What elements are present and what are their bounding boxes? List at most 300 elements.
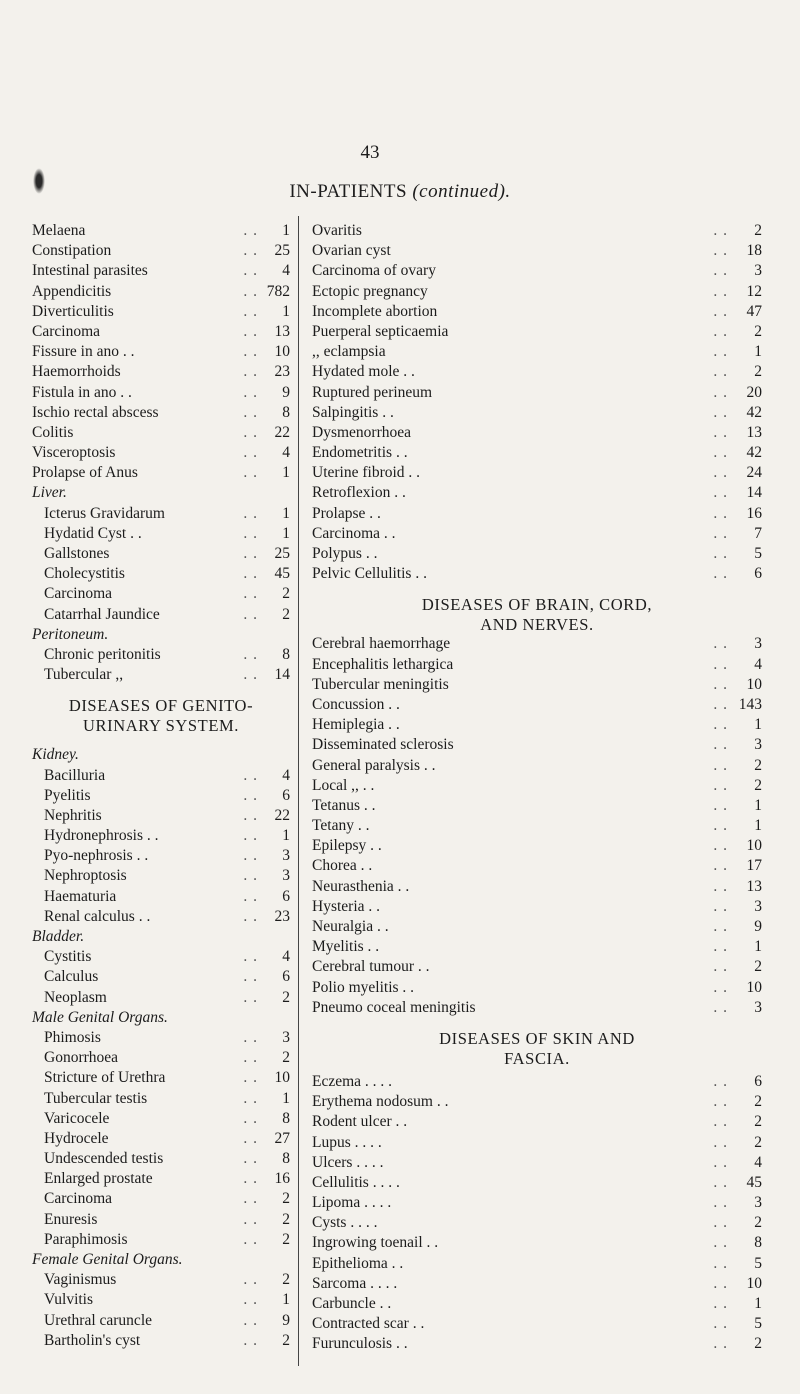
leader-dots: . . bbox=[243, 403, 258, 421]
table-row bbox=[312, 1234, 762, 1254]
case-count: 10 bbox=[274, 1069, 290, 1087]
table-row bbox=[32, 1211, 290, 1231]
kidney-list bbox=[32, 767, 290, 929]
leader-dots: . . bbox=[243, 907, 258, 925]
case-count: 1 bbox=[754, 343, 762, 361]
condition-name: Enlarged prostate bbox=[44, 1170, 153, 1188]
table-row bbox=[312, 1154, 762, 1174]
case-count: 42 bbox=[746, 444, 762, 462]
case-count: 2 bbox=[282, 1190, 290, 1208]
condition-name: Urethral caruncle bbox=[44, 1311, 153, 1329]
table-row bbox=[32, 1332, 290, 1352]
table-row bbox=[312, 918, 762, 938]
table-row bbox=[32, 384, 290, 404]
condition-name: Pyelitis bbox=[44, 786, 91, 804]
case-count: 4 bbox=[282, 444, 290, 462]
case-count: 8 bbox=[282, 1109, 290, 1127]
leader-dots: . . bbox=[713, 918, 728, 935]
condition-name: Nephritis bbox=[44, 806, 102, 824]
condition-name: Pyo-nephrosis . . bbox=[44, 847, 149, 865]
condition-name: Erythema nodosum . . bbox=[312, 1093, 449, 1111]
group-label-kidney: Kidney. bbox=[32, 746, 79, 764]
table-row bbox=[312, 283, 762, 303]
condition-name: Phimosis bbox=[44, 1028, 101, 1046]
table-row bbox=[32, 1090, 290, 1110]
condition-name: Ovarian cyst bbox=[312, 242, 391, 260]
case-count: 14 bbox=[746, 484, 762, 502]
case-count: 782 bbox=[266, 282, 290, 300]
leader-dots: . . bbox=[713, 675, 728, 693]
case-count: 1 bbox=[282, 302, 290, 320]
table-row bbox=[32, 666, 290, 686]
leader-dots: . . bbox=[243, 464, 258, 482]
table-row bbox=[312, 384, 762, 404]
table-row bbox=[32, 646, 290, 666]
section-title-brain-line1: DISEASES OF BRAIN, CORD, bbox=[421, 595, 653, 615]
case-count: 3 bbox=[754, 998, 762, 1016]
case-count: 13 bbox=[274, 322, 290, 340]
case-count: 23 bbox=[274, 363, 290, 381]
leader-dots: . . bbox=[713, 524, 728, 542]
condition-name: Haematuria bbox=[44, 887, 117, 905]
case-count: 2 bbox=[754, 322, 762, 340]
leader-dots: . . bbox=[713, 504, 728, 522]
leader-dots: . . bbox=[713, 322, 728, 340]
table-row bbox=[312, 635, 762, 655]
leader-dots: . . bbox=[713, 998, 728, 1016]
case-count: 10 bbox=[746, 675, 762, 693]
table-row bbox=[32, 1029, 290, 1049]
case-count: 8 bbox=[282, 1150, 290, 1168]
condition-name: Diverticulitis bbox=[32, 302, 114, 320]
header-continued: (continued). bbox=[412, 181, 511, 202]
case-count: 6 bbox=[282, 968, 290, 986]
table-row bbox=[32, 262, 290, 282]
case-count: 1 bbox=[754, 1295, 762, 1312]
leader-dots: . . bbox=[713, 978, 728, 996]
leader-dots: . . bbox=[243, 242, 258, 260]
leader-dots: . . bbox=[713, 363, 728, 381]
leader-dots: . . bbox=[243, 786, 258, 804]
case-count: 3 bbox=[282, 1028, 290, 1046]
condition-name: Endometritis . . bbox=[312, 444, 408, 462]
case-count: 1 bbox=[282, 504, 290, 522]
case-count: 22 bbox=[274, 806, 290, 824]
leader-dots: . . bbox=[713, 776, 728, 794]
table-row bbox=[32, 787, 290, 807]
condition-name: Eczema . . . . bbox=[312, 1072, 393, 1090]
condition-name: Pelvic Cellulitis . . bbox=[312, 565, 427, 583]
table-row bbox=[32, 283, 290, 303]
table-row bbox=[32, 404, 290, 424]
leader-dots: . . bbox=[713, 1234, 728, 1252]
condition-name: Ruptured perineum bbox=[312, 383, 433, 401]
condition-name: Uterine fibroid . . bbox=[312, 464, 421, 482]
leader-dots: . . bbox=[243, 383, 258, 401]
condition-name: General paralysis . . bbox=[312, 756, 436, 774]
leader-dots: . . bbox=[243, 1028, 258, 1046]
condition-name: Nephroptosis bbox=[44, 867, 127, 885]
case-count: 5 bbox=[754, 1315, 762, 1333]
condition-name: Renal calculus . . bbox=[44, 907, 151, 925]
condition-name: Hydrocele bbox=[44, 1129, 109, 1147]
condition-name: Neoplasm bbox=[44, 988, 107, 1006]
table-row bbox=[32, 1049, 290, 1069]
condition-name: Gallstones bbox=[44, 545, 110, 562]
leader-dots: . . bbox=[713, 242, 728, 260]
leader-dots: . . bbox=[243, 1150, 258, 1168]
case-count: 18 bbox=[746, 242, 762, 260]
leader-dots: . . bbox=[713, 1072, 728, 1090]
leader-dots: . . bbox=[713, 282, 728, 300]
case-count: 2 bbox=[282, 1210, 290, 1228]
table-row bbox=[32, 1231, 290, 1251]
condition-name: Cholecystitis bbox=[44, 565, 125, 583]
condition-name: Furunculosis . . bbox=[312, 1335, 408, 1353]
leader-dots: . . bbox=[713, 958, 728, 976]
leader-dots: . . bbox=[243, 504, 258, 522]
case-count: 3 bbox=[282, 867, 290, 885]
condition-name: Carcinoma bbox=[44, 585, 113, 603]
table-row bbox=[32, 363, 290, 383]
leader-dots: . . bbox=[243, 1069, 258, 1087]
condition-name: Lupus . . . . bbox=[312, 1133, 382, 1151]
digestive-list bbox=[32, 222, 290, 484]
table-row bbox=[312, 1113, 762, 1133]
table-row bbox=[312, 1335, 762, 1355]
table-row bbox=[32, 807, 290, 827]
condition-name: Hydatid Cyst . . bbox=[44, 524, 142, 542]
leader-dots: . . bbox=[243, 1170, 258, 1188]
table-row bbox=[312, 1194, 762, 1214]
leader-dots: . . bbox=[713, 695, 728, 713]
case-count: 1 bbox=[754, 938, 762, 956]
case-count: 2 bbox=[754, 1214, 762, 1232]
condition-name: Hemiplegia . . bbox=[312, 716, 400, 734]
condition-name: Chronic peritonitis bbox=[44, 645, 161, 663]
case-count: 16 bbox=[274, 1170, 290, 1188]
female-genital-continued-list bbox=[312, 222, 762, 585]
case-count: 2 bbox=[282, 1271, 290, 1289]
table-row bbox=[312, 464, 762, 484]
case-count: 5 bbox=[754, 1254, 762, 1272]
table-row bbox=[312, 545, 762, 565]
condition-name: Hydronephrosis . . bbox=[44, 827, 159, 845]
male-genital-list bbox=[32, 1029, 290, 1251]
case-count: 2 bbox=[754, 1133, 762, 1151]
table-row bbox=[312, 1093, 762, 1113]
leader-dots: . . bbox=[243, 867, 258, 885]
leader-dots: . . bbox=[713, 302, 728, 320]
header-title: IN-PATIENTS bbox=[289, 181, 408, 202]
table-row bbox=[312, 484, 762, 504]
leader-dots: . . bbox=[243, 1129, 258, 1147]
condition-name: Vulvitis bbox=[44, 1291, 94, 1309]
table-row bbox=[32, 1150, 290, 1170]
leader-dots: . . bbox=[243, 887, 258, 905]
case-count: 24 bbox=[746, 464, 762, 482]
condition-name: Tetanus . . bbox=[312, 796, 376, 814]
case-count: 2 bbox=[754, 958, 762, 976]
right-column bbox=[312, 222, 762, 1356]
leader-dots: . . bbox=[713, 1274, 728, 1292]
case-count: 13 bbox=[746, 877, 762, 895]
leader-dots: . . bbox=[713, 222, 728, 239]
condition-name: Local ,, . . bbox=[312, 776, 375, 794]
leader-dots: . . bbox=[713, 565, 728, 583]
leader-dots: . . bbox=[243, 645, 258, 663]
table-row bbox=[312, 525, 762, 545]
table-row bbox=[32, 343, 290, 363]
table-row bbox=[312, 262, 762, 282]
table-row bbox=[312, 505, 762, 525]
table-row bbox=[32, 525, 290, 545]
condition-name: Carbuncle . . bbox=[312, 1295, 392, 1312]
condition-name: Cystitis bbox=[44, 948, 92, 966]
condition-name: Neurasthenia . . bbox=[312, 877, 410, 895]
table-row bbox=[312, 716, 762, 736]
leader-dots: . . bbox=[713, 655, 728, 673]
table-row bbox=[32, 827, 290, 847]
leader-dots: . . bbox=[243, 282, 258, 300]
condition-name: Epilepsy . . bbox=[312, 837, 382, 855]
group-label-bladder: Bladder. bbox=[32, 928, 85, 945]
condition-name: Varicocele bbox=[44, 1109, 110, 1127]
table-row bbox=[32, 1069, 290, 1089]
leader-dots: . . bbox=[243, 423, 258, 441]
leader-dots: . . bbox=[713, 897, 728, 915]
leader-dots: . . bbox=[713, 383, 728, 401]
page-number: 43 bbox=[360, 142, 380, 163]
case-count: 27 bbox=[274, 1129, 290, 1147]
condition-name: Icterus Gravidarum bbox=[44, 504, 165, 522]
leader-dots: . . bbox=[713, 736, 728, 754]
table-row bbox=[312, 817, 762, 837]
table-row bbox=[312, 444, 762, 464]
condition-name: Hydated mole . . bbox=[312, 363, 415, 381]
condition-name: Ulcers . . . . bbox=[312, 1153, 384, 1171]
condition-name: Tubercular meningitis bbox=[312, 675, 449, 693]
case-count: 4 bbox=[282, 262, 290, 280]
table-row bbox=[312, 757, 762, 777]
leader-dots: . . bbox=[713, 877, 728, 895]
column-divider bbox=[298, 216, 299, 1366]
group-label-peritoneum: Peritoneum. bbox=[32, 625, 109, 643]
case-count: 4 bbox=[754, 1153, 762, 1171]
brain-list bbox=[312, 635, 762, 1019]
condition-name: Pneumo coceal meningitis bbox=[312, 998, 476, 1016]
case-count: 1 bbox=[282, 827, 290, 845]
table-row bbox=[312, 676, 762, 696]
table-row bbox=[312, 857, 762, 877]
leader-dots: . . bbox=[243, 1190, 258, 1208]
case-count: 2 bbox=[754, 363, 762, 381]
leader-dots: . . bbox=[713, 343, 728, 361]
leader-dots: . . bbox=[713, 1315, 728, 1333]
skin-list bbox=[312, 1073, 762, 1356]
condition-name: Tubercular testis bbox=[44, 1089, 148, 1107]
table-row bbox=[32, 888, 290, 908]
condition-name: Sarcoma . . . . bbox=[312, 1274, 398, 1292]
leader-dots: . . bbox=[713, 1335, 728, 1353]
case-count: 9 bbox=[754, 918, 762, 935]
condition-name: Ingrowing toenail . . bbox=[312, 1234, 439, 1252]
condition-name: Appendicitis bbox=[32, 282, 112, 300]
leader-dots: . . bbox=[713, 423, 728, 441]
case-count: 10 bbox=[274, 343, 290, 361]
table-row bbox=[312, 656, 762, 676]
case-count: 2 bbox=[754, 776, 762, 794]
condition-name: Encephalitis lethargica bbox=[312, 655, 454, 673]
condition-name: Carcinoma bbox=[44, 1190, 113, 1208]
case-count: 1 bbox=[282, 464, 290, 482]
condition-name: Ectopic pregnancy bbox=[312, 282, 428, 300]
table-row bbox=[312, 777, 762, 797]
condition-name: Undescended testis bbox=[44, 1150, 164, 1168]
case-count: 2 bbox=[282, 585, 290, 603]
condition-name: Myelitis . . bbox=[312, 938, 380, 956]
table-row bbox=[312, 343, 762, 363]
condition-name: Cerebral haemorrhage bbox=[312, 635, 451, 653]
leader-dots: . . bbox=[243, 1109, 258, 1127]
leader-dots: . . bbox=[243, 322, 258, 340]
leader-dots: . . bbox=[243, 262, 258, 280]
leader-dots: . . bbox=[713, 837, 728, 855]
bladder-list bbox=[32, 948, 290, 1009]
section-title-genito-line1: DISEASES OF GENITO- bbox=[68, 696, 254, 716]
case-count: 1 bbox=[282, 222, 290, 239]
condition-name: Visceroptosis bbox=[32, 444, 116, 462]
case-count: 2 bbox=[282, 1230, 290, 1248]
case-count: 10 bbox=[746, 1274, 762, 1292]
leader-dots: . . bbox=[243, 1311, 258, 1329]
condition-name: Fissure in ano . . bbox=[32, 343, 135, 361]
condition-name: Colitis bbox=[32, 423, 74, 441]
table-row bbox=[32, 303, 290, 323]
table-row bbox=[32, 847, 290, 867]
table-row bbox=[32, 323, 290, 343]
leader-dots: . . bbox=[713, 1133, 728, 1151]
liver-list bbox=[32, 505, 290, 626]
condition-name: Contracted scar . . bbox=[312, 1315, 425, 1333]
table-row bbox=[32, 1291, 290, 1311]
condition-name: Gonorrhoea bbox=[44, 1049, 119, 1067]
case-count: 3 bbox=[282, 847, 290, 865]
condition-name: Calculus bbox=[44, 968, 99, 986]
table-row bbox=[32, 606, 290, 626]
leader-dots: . . bbox=[243, 222, 258, 239]
leader-dots: . . bbox=[243, 545, 258, 562]
leader-dots: . . bbox=[243, 363, 258, 381]
leader-dots: . . bbox=[243, 666, 258, 684]
case-count: 9 bbox=[282, 1311, 290, 1329]
case-count: 5 bbox=[754, 545, 762, 562]
condition-name: Tubercular ,, bbox=[44, 666, 124, 684]
leader-dots: . . bbox=[713, 484, 728, 502]
condition-name: Salpingitis . . bbox=[312, 403, 394, 421]
case-count: 2 bbox=[282, 1331, 290, 1349]
condition-name: Carcinoma of ovary bbox=[312, 262, 436, 280]
table-row bbox=[312, 898, 762, 918]
condition-name: Intestinal parasites bbox=[32, 262, 148, 280]
case-count: 3 bbox=[754, 1194, 762, 1212]
case-count: 3 bbox=[754, 635, 762, 653]
case-count: 10 bbox=[746, 837, 762, 855]
condition-name: Melaena bbox=[32, 222, 86, 239]
table-row bbox=[312, 242, 762, 262]
case-count: 4 bbox=[754, 655, 762, 673]
case-count: 8 bbox=[282, 403, 290, 421]
condition-name: Chorea . . bbox=[312, 857, 373, 875]
leader-dots: . . bbox=[243, 948, 258, 966]
table-row bbox=[312, 1214, 762, 1234]
condition-name: Enuresis bbox=[44, 1210, 98, 1228]
condition-name: Lipoma . . . . bbox=[312, 1194, 392, 1212]
leader-dots: . . bbox=[713, 857, 728, 875]
condition-name: Neuralgia . . bbox=[312, 918, 389, 935]
table-row bbox=[312, 1295, 762, 1315]
condition-name: Haemorrhoids bbox=[32, 363, 121, 381]
table-row bbox=[32, 1110, 290, 1130]
table-row bbox=[312, 1275, 762, 1295]
case-count: 12 bbox=[746, 282, 762, 300]
case-count: 3 bbox=[754, 262, 762, 280]
condition-name: Carcinoma . . bbox=[312, 524, 396, 542]
case-count: 1 bbox=[282, 1291, 290, 1309]
table-row bbox=[312, 363, 762, 383]
case-count: 6 bbox=[282, 786, 290, 804]
leader-dots: . . bbox=[243, 827, 258, 845]
section-title-genito-line2: URINARY SYSTEM. bbox=[83, 716, 239, 736]
case-count: 6 bbox=[754, 1072, 762, 1090]
section-title-skin-line1: DISEASES OF SKIN AND bbox=[439, 1028, 635, 1048]
condition-name: Concussion . . bbox=[312, 695, 400, 713]
table-row bbox=[312, 1073, 762, 1093]
case-count: 4 bbox=[282, 766, 290, 784]
case-count: 17 bbox=[746, 857, 762, 875]
peritoneum-list bbox=[32, 646, 290, 686]
case-count: 20 bbox=[746, 383, 762, 401]
condition-name: Cerebral tumour . . bbox=[312, 958, 430, 976]
table-row bbox=[312, 1315, 762, 1335]
table-row bbox=[312, 696, 762, 716]
case-count: 1 bbox=[754, 716, 762, 734]
group-label-female-genital: Female Genital Organs. bbox=[32, 1251, 183, 1268]
leader-dots: . . bbox=[243, 524, 258, 542]
leader-dots: . . bbox=[243, 988, 258, 1006]
condition-name: Fistula in ano . . bbox=[32, 383, 132, 401]
leader-dots: . . bbox=[243, 605, 258, 623]
condition-name: Prolapse of Anus bbox=[32, 464, 138, 482]
condition-name: Prolapse . . bbox=[312, 504, 381, 522]
leader-dots: . . bbox=[243, 565, 258, 583]
table-row bbox=[32, 545, 290, 565]
case-count: 13 bbox=[746, 423, 762, 441]
table-row bbox=[312, 797, 762, 817]
case-count: 7 bbox=[754, 524, 762, 542]
table-row bbox=[312, 404, 762, 424]
leader-dots: . . bbox=[243, 444, 258, 462]
leader-dots: . . bbox=[713, 635, 728, 653]
leader-dots: . . bbox=[713, 444, 728, 462]
case-count: 1 bbox=[282, 1089, 290, 1107]
case-count: 8 bbox=[282, 645, 290, 663]
condition-name: Vaginismus bbox=[44, 1271, 117, 1289]
condition-name: Ischio rectal abscess bbox=[32, 403, 159, 421]
table-row bbox=[32, 968, 290, 988]
case-count: 3 bbox=[754, 736, 762, 754]
table-row bbox=[312, 424, 762, 444]
